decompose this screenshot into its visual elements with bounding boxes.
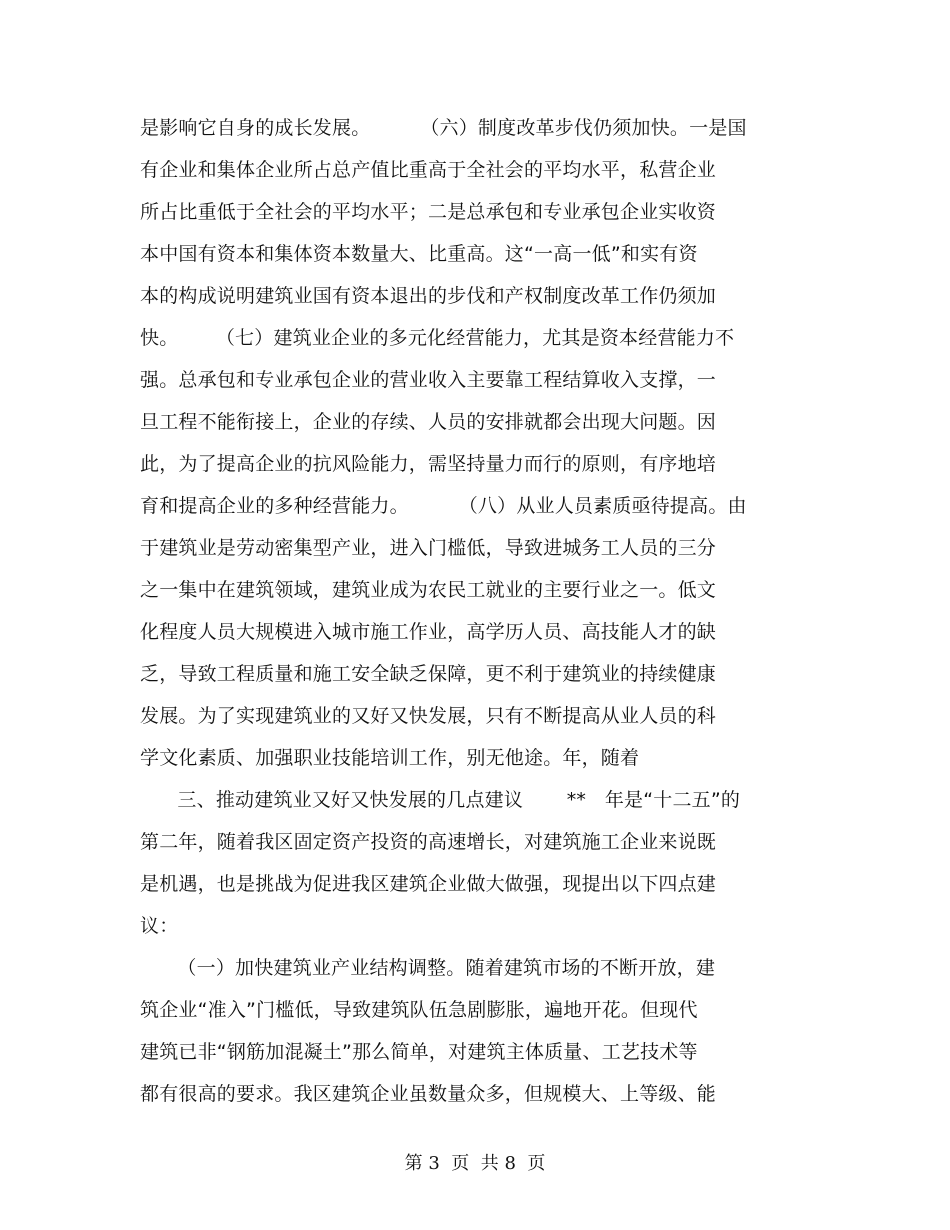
- body-text-line: 是影响它自身的成长发展。 （六）制度改革步伐仍须加快。一是国: [140, 117, 747, 139]
- section-heading-line: 三、推动建筑业又好又快发展的几点建议 ** 年是“十二五”的: [140, 789, 741, 811]
- body-text-line: 第二年，随着我区固定资产投资的高速增长，对建筑施工企业来说既: [140, 831, 717, 853]
- body-text-line: 于建筑业是劳动密集型产业，进入门槛低，导致进城务工人员的三分: [140, 537, 717, 559]
- body-text-line: 旦工程不能衔接上，企业的存续、人员的安排就都会出现大问题。因: [140, 411, 717, 433]
- body-text-line: 建筑已非“钢筋加混凝土”那么简单，对建筑主体质量、工艺技术等: [140, 1041, 698, 1063]
- body-text-line: 乏，导致工程质量和施工安全缺乏保障，更不利于建筑业的持续健康: [140, 663, 717, 685]
- body-text-line: 都有很高的要求。我区建筑企业虽数量众多，但规模大、上等级、能: [140, 1083, 717, 1105]
- body-text-line: 议：: [140, 915, 179, 937]
- body-text-line: 发展。为了实现建筑业的又好又快发展，只有不断提高从业人员的科: [140, 705, 717, 727]
- body-text-line: 快。 （七）建筑业企业的多元化经营能力，尤其是资本经营能力不: [140, 327, 735, 349]
- body-text-line: （一）加快建筑业产业结构调整。随着建筑市场的不断开放，建: [140, 957, 716, 979]
- page-number-footer: 第 3 页 共 8 页: [404, 1153, 546, 1174]
- body-text-line: 所占比重低于全社会的平均水平；二是总承包和专业承包企业实收资: [140, 201, 717, 223]
- body-text-line: 学文化素质、加强职业技能培训工作，别无他途。年，随着: [140, 747, 640, 769]
- body-text-line: 之一集中在建筑领域，建筑业成为农民工就业的主要行业之一。低文: [140, 579, 717, 601]
- body-text-line: 育和提高企业的多种经营能力。 （八）从业人员素质亟待提高。由: [140, 495, 747, 517]
- body-text-line: 化程度人员大规模进入城市施工作业，高学历人员、高技能人才的缺: [140, 621, 717, 643]
- body-text-line: 有企业和集体企业所占总产值比重高于全社会的平均水平，私营企业: [140, 159, 717, 181]
- body-text-line: 本的构成说明建筑业国有资本退出的步伐和产权制度改革工作仍须加: [140, 285, 717, 307]
- body-text-line: 此，为了提高企业的抗风险能力，需坚持量力而行的原则，有序地培: [140, 453, 717, 475]
- body-text-line: 筑企业“准入”门槛低，导致建筑队伍急剧膨胀，遍地开花。但现代: [140, 999, 698, 1021]
- body-text-line: 强。总承包和专业承包企业的营业收入主要靠工程结算收入支撑，一: [140, 369, 717, 391]
- body-text-line: 是机遇，也是挑战为促进我区建筑企业做大做强，现提出以下四点建: [140, 873, 717, 895]
- body-text-line: 本中国有资本和集体资本数量大、比重高。这“一高一低”和实有资: [140, 243, 698, 265]
